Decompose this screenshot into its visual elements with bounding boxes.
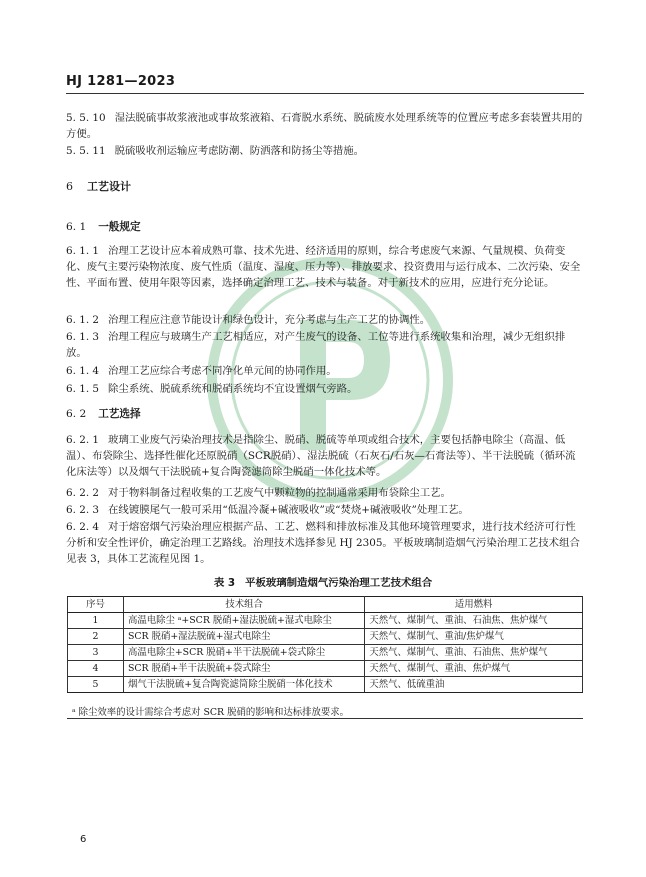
clause-6-1-2	[66, 312, 584, 328]
clause-text: 玻璃工业废气污染治理技术是指除尘、脱硝、脱硫等单项或组合技术，主要包括静电除尘（高温、低温）、布袋除尘、选择性催化还原脱硝（SCR脱硝）、湿法脱硫（石灰石/石灰—石膏法等）、半干法脱硫（循环流化床法等）以及烟气干法脱硫+复合陶瓷滤筒除尘脱硝一体化技术等。	[66, 434, 576, 478]
clause-text: 湿法脱硫事故浆液池或事故浆液箱、石膏脱水系统、脱硫废水处理系统等的位置应考虑多套装置共用的方便。	[66, 112, 583, 140]
clause-number: 6. 2. 2	[66, 487, 100, 499]
table-3	[67, 596, 583, 693]
section-number: 6. 1	[66, 221, 87, 233]
cell-fuel: 天然气、煤制气、重油、焦炉煤气	[365, 661, 583, 677]
cell-combo: SCR 脱硝+半干法脱硫+袋式除尘	[123, 661, 364, 677]
clause-5-5-11	[66, 143, 584, 159]
clause-text: 对于熔窑烟气污染治理应根据产品、工艺、燃料和排放标准及其他环境管理要求，进行技术经济可行性分析和安全性评价，确定治理工艺路线。治理技术选择参见 HJ 2305。平板玻璃制造烟气污染治理工艺技术组合见表 3，具体工艺流程见图 1。	[66, 521, 580, 565]
table-3-caption	[0, 574, 646, 589]
table-row	[68, 613, 583, 629]
cell-fuel: 天然气、煤制气、重油、石油焦、焦炉煤气	[365, 645, 583, 661]
clause-6-2-3	[66, 502, 584, 518]
cell-combo: 高温电除尘 ᵃ+SCR 脱硝+湿法脱硫+湿式电除尘	[123, 613, 364, 629]
cell-no: 3	[68, 645, 124, 661]
section-number: 6. 2	[66, 408, 87, 420]
clause-text: 治理工艺设计应本着成熟可靠、技术先进、经济适用的原则，综合考虑废气来源、气量规模、负荷变化、废气主要污染物浓度、废气性质（温度、湿度、压力等）、排放要求、投资费用与运行成本、二次污染、安全性、平面布置、使用年限等因素，选择确定治理工艺、技术与装备。对于新技术的应用，应进行充分论证。	[66, 245, 581, 289]
table-row	[68, 677, 583, 693]
section-number: 6	[66, 180, 73, 193]
table-row	[68, 629, 583, 645]
clause-number: 6. 2. 4	[66, 521, 100, 533]
clause-6-1-1	[66, 243, 584, 291]
column-header-fuel: 适用燃料	[365, 597, 583, 613]
section-6-1-heading	[66, 219, 141, 234]
clause-number: 6. 1. 1	[66, 245, 100, 257]
clause-number: 5. 5. 10	[66, 112, 106, 124]
cell-no: 2	[68, 629, 124, 645]
table-header-row	[68, 597, 583, 613]
cell-no: 1	[68, 613, 124, 629]
section-title: 工艺设计	[87, 180, 131, 193]
cell-fuel: 天然气、煤制气、重油/焦炉煤气	[365, 629, 583, 645]
section-6-2-heading	[66, 406, 141, 421]
clause-6-2-2	[66, 485, 584, 501]
clause-5-5-10	[66, 110, 584, 142]
table-3-footnote: ᵃ 除尘效率的设计需综合考虑对 SCR 脱硝的影响和达标排放要求。	[72, 707, 349, 718]
clause-text: 脱硫吸收剂运输应考虑防潮、防洒落和防扬尘等措施。	[114, 145, 365, 157]
clause-text: 治理工程应与玻璃生产工艺相适应，对产生废气的设备、工位等进行系统收集和治理，减少无组织排放。	[66, 331, 566, 359]
clause-6-1-4	[66, 363, 584, 379]
column-header-no: 序号	[68, 597, 124, 613]
cell-combo: SCR 脱硝+湿法脱硫+湿式电除尘	[123, 629, 364, 645]
clause-number: 6. 1. 3	[66, 331, 100, 343]
clause-6-2-1	[66, 432, 584, 480]
clause-number: 6. 2. 3	[66, 504, 100, 516]
clause-6-1-3	[66, 329, 584, 361]
section-title: 工艺选择	[98, 408, 141, 420]
table-row	[68, 661, 583, 677]
cell-no: 5	[68, 677, 124, 693]
cell-combo: 高温电除尘+SCR 脱硝+半干法脱硫+袋式除尘	[123, 645, 364, 661]
clause-text: 治理工程应注意节能设计和绿色设计，充分考虑与生产工艺的协调性。	[108, 314, 431, 326]
cell-no: 4	[68, 661, 124, 677]
clause-text: 对于物料制备过程收集的工艺废气中颗粒物的控制通常采用布袋除尘工艺。	[108, 487, 451, 499]
cell-fuel: 天然气、煤制气、重油、石油焦、焦炉煤气	[365, 613, 583, 629]
table-row	[68, 645, 583, 661]
clause-6-1-5	[66, 381, 584, 397]
standard-code-header: HJ 1281—2023	[66, 74, 176, 89]
clause-number: 6. 2. 1	[66, 434, 100, 446]
table-number: 表 3	[213, 577, 236, 589]
page-number: 6	[80, 834, 87, 845]
clause-number: 6. 1. 4	[66, 365, 100, 377]
cell-fuel: 天然气、低硫重油	[365, 677, 583, 693]
clause-text: 除尘系统、脱硫系统和脱硝系统均不宜设置烟气旁路。	[108, 383, 358, 395]
cell-combo: 烟气干法脱硫+复合陶瓷滤筒除尘脱硝一体化技术	[123, 677, 364, 693]
clause-number: 5. 5. 11	[66, 145, 106, 157]
clause-text: 在线镀膜尾气一般可采用“低温冷凝+碱液吸收”或“焚烧+碱液吸收”处理工艺。	[108, 504, 469, 516]
footnote-rule	[67, 718, 583, 719]
clause-6-2-4	[66, 519, 584, 567]
header-rule	[66, 93, 584, 94]
section-title: 一般规定	[98, 221, 141, 233]
clause-number: 6. 1. 2	[66, 314, 100, 326]
clause-text: 治理工艺应综合考虑不同净化单元间的协同作用。	[108, 365, 337, 377]
section-6-heading	[66, 178, 131, 194]
clause-number: 6. 1. 5	[66, 383, 100, 395]
table-title: 平板玻璃制造烟气污染治理工艺技术组合	[245, 577, 433, 589]
column-header-combo: 技术组合	[123, 597, 364, 613]
